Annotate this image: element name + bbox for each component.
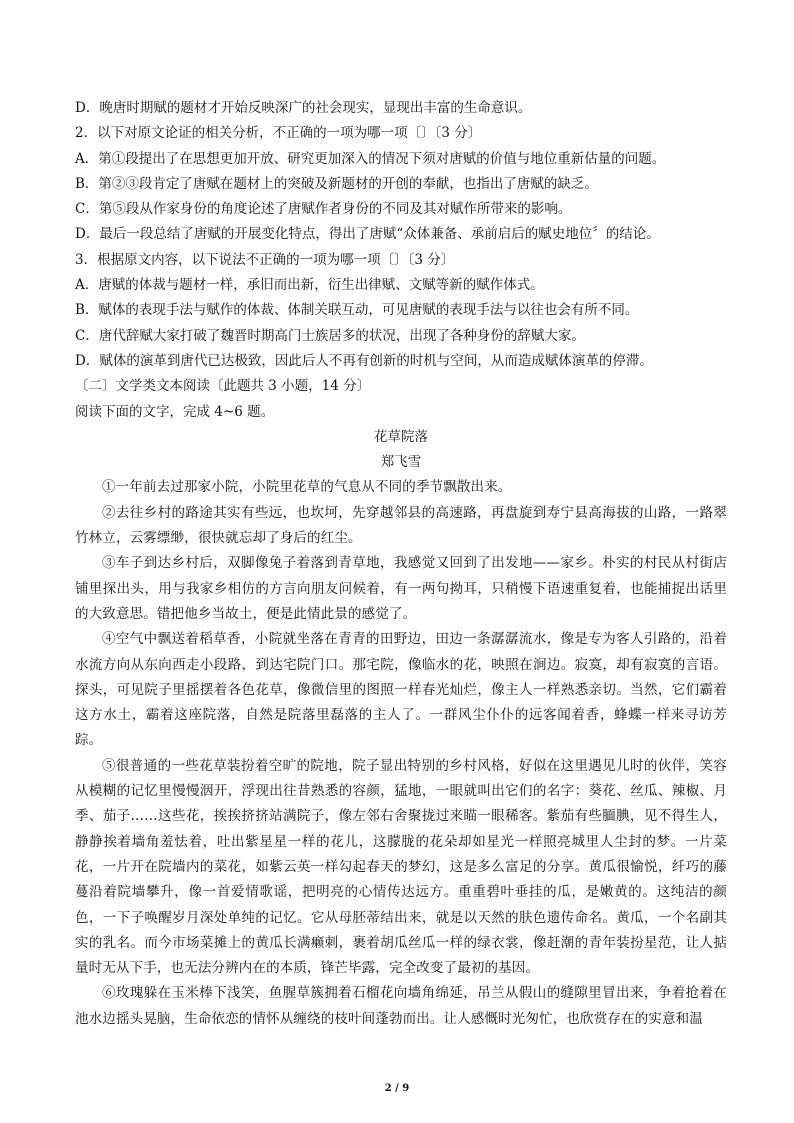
q3-stem: 3．根据原文内容，以下说法不正确的一项为哪一项〔〕〔3 分〕 — [75, 251, 455, 268]
section-heading: 〔二〕文学类文本阅读〔此题共 3 小题，14 分〕 — [75, 378, 371, 395]
q2-option-c: C．第⑤段从作家身份的角度论述了唐赋作者身份的不同及其对赋作所带来的影响。 — [75, 201, 572, 218]
article-paragraph-2: ②去往乡村的路途其实有些远，也坎坷，先穿越邻县的高速路，再盘旋到寿宁县高海拔的山路，一路翠竹林立，云雾缥缈，很快就忘却了身后的红尘。 — [75, 504, 727, 547]
article-title: 花草院落 — [374, 428, 428, 445]
q2-option-a: A．第①段提出了在思想更加开放、研究更加深入的情况下须对唐赋的价值与地位重新估量的问题。 — [75, 150, 666, 167]
article-author: 郑飞雪 — [380, 454, 422, 471]
article-paragraph-1: ①一年前去过那家小院，小院里花草的气息从不同的季节飘散出来。 — [102, 479, 512, 496]
section-instruction: 阅读下面的文字，完成 4~6 题。 — [75, 403, 275, 420]
q2-stem: 2．以下对原文论证的相关分析，不正确的一项为哪一项〔〕〔3 分〕 — [75, 125, 482, 142]
article-paragraph-6: ⑥玫瑰躲在玉米棒下浅笑，鱼腥草簇拥着石榴花向墙角绵延，吊兰从假山的缝隙里冒出来，争着抢着在池水边摇头晃脑，生命依恋的情怀从缠绕的枝叶间蓬勃而出。让人感慨时光匆忙，也欣赏存在的实意和温 — [75, 985, 727, 1027]
q1-option-d: D．晚唐时期赋的题材才开始反映深广的社会现实，显现出丰富的生命意识。 — [75, 100, 532, 116]
page-content — [75, 96, 727, 1032]
q3-option-a: A．唐赋的体裁与题材一样，承旧而出新，衍生出律赋、文赋等新的赋作体式。 — [75, 277, 544, 294]
q3-option-d: D．赋体的演革到唐代已达极致，因此后人不再有创新的时机与空间，从而造成赋体演革的停滞。 — [75, 352, 653, 369]
q3-option-c: C．唐代辞赋大家打破了魏晋时期高门士族居多的状况，出现了各种身份的辞赋大家。 — [75, 327, 585, 344]
q2-option-d: D．最后一段总结了唐赋的开展变化特点，得出了唐赋“众体兼备、承前启后的赋史地位〞的结论。 — [75, 226, 660, 243]
article-paragraph-5: ⑤很普通的一些花草装扮着空旷的院地，院子显出特别的乡村风格，好似在这里遇见儿时的伙伴，笑容从模糊的记忆里慢慢洇开，浮现出往昔熟悉的容颜，猛地，一眼就叫出它们的名字：葵花、丝瓜、辣椒、月季、茄子……这些花，挨挨挤挤站满院子，像左邻右舍聚拢过来瞄一眼稀客。紫茄有些腼腆，见不得生人，静静挨着墙角羞怯着，吐出紫星星一样的花儿，这朦胧的花朵却如星光一样照亮城里人尘封的梦。一片菜花，一片开在院墙内的菜花，如紫云英一样勾起春天的梦幻，这是多么富足的分享。黄瓜很愉悦，纤巧的藤蔓沿着院墙攀升，像一首爱情歌谣，把明亮的心情传达远方。重重碧叶垂挂的瓜，是嫩黄的。这纯洁的颜色，一下子唤醒岁月深处单纯的记忆。它从母胚蒂结出来，就是以天然的肤色遗传命名。黄瓜，一个名副其实的乳名。而今市场菜摊上的黄瓜长满癞刺，裹着胡瓜丝瓜一样的绿衣裳，像赶潮的青年装扮星范，让人掂量时无从下手，也无法分辨内在的本质，锋芒毕露，完全改变了最初的基因。 — [75, 757, 727, 977]
article-paragraph-4: ④空气中飘送着稻草香，小院就坐落在青青的田野边，田边一条潺潺流水，像是专为客人引路的，沿着水流方向从东向西走小段路，到达宅院门口。那宅院，像临水的花，映照在涧边。寂寞，却有寂寞的言语。探头，可见院子里摇摆着各色花草，像微信里的图照一样春光灿烂，像主人一样熟悉亲切。当然，它们霸着这方水土，霸着这座院落，自然是院落里磊落的主人了。一群风尘仆仆的远客闻着香，蜂蝶一样来寻访芳踪。 — [75, 631, 727, 749]
article-paragraph-3: ③车子到达乡村后，双脚像兔子着落到青草地，我感觉又回到了出发地——家乡。朴实的村民从村街店铺里探出头，用与我家乡相仿的方言向朋友问候着，有一两句拗耳，只稍慢下语速重复着，也能捕捉出话里的大致意思。错把他乡当故土，便是此情此景的感觉了。 — [75, 555, 727, 622]
page-number: 2 / 9 — [384, 1083, 410, 1094]
q3-option-b: B．赋体的表现手法与赋作的体裁、体制关联互动，可见唐赋的表现手法与以往也会有所不同。 — [75, 302, 639, 319]
q2-option-b: B．第②③段肯定了唐赋在题材上的突破及新题材的开创的奉献，也指出了唐赋的缺乏。 — [75, 175, 598, 192]
